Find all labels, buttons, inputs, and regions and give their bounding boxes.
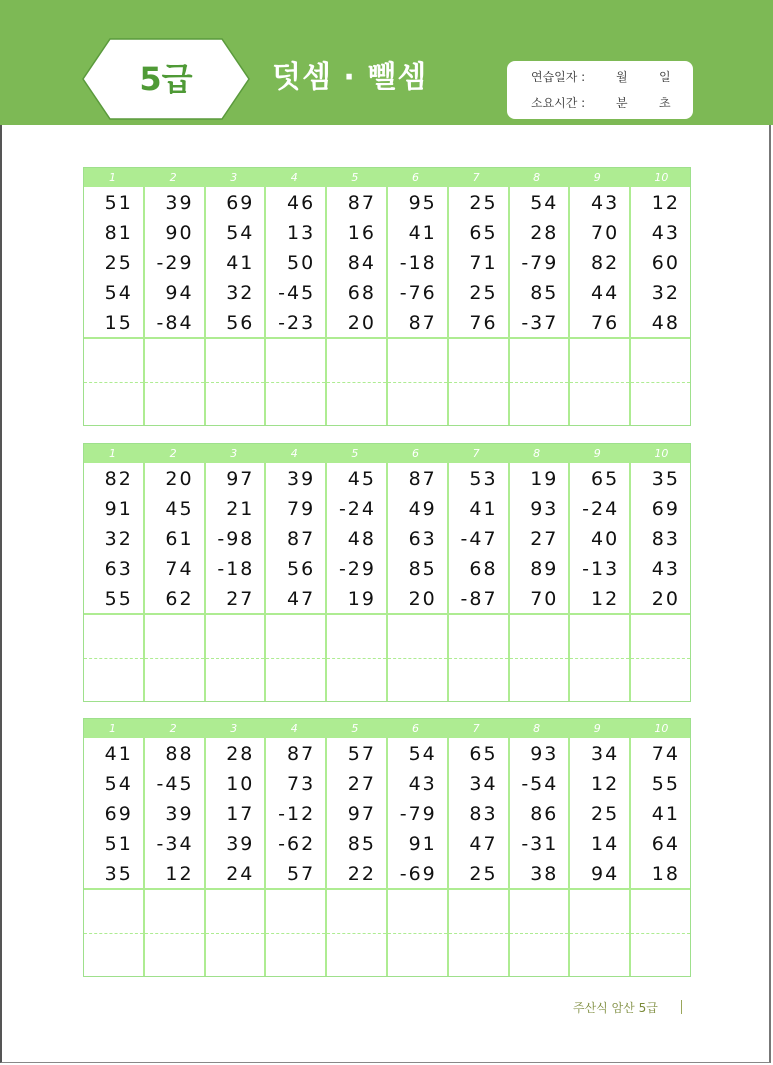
answer-box[interactable] — [145, 615, 206, 701]
problem-number: 82 — [104, 468, 133, 490]
answer-guide-line — [510, 382, 569, 383]
answer-box[interactable] — [570, 890, 631, 976]
column-number: 5 — [351, 447, 359, 460]
problem-number: 47 — [469, 833, 498, 855]
column-number: 4 — [290, 171, 298, 184]
problem-number: 12 — [165, 863, 194, 885]
problem-column — [631, 463, 690, 613]
problem-number: 27 — [530, 528, 559, 550]
problem-column — [449, 463, 510, 613]
problem-column — [266, 463, 327, 613]
problem-number: -54 — [521, 773, 559, 795]
column-number: 5 — [351, 171, 359, 184]
answer-guide-line — [84, 933, 143, 934]
problem-number: 13 — [287, 222, 316, 244]
answer-box[interactable] — [388, 615, 449, 701]
answer-guide-line — [570, 382, 629, 383]
problem-number: 28 — [226, 743, 255, 765]
footer-divider — [681, 1000, 682, 1014]
problem-column — [327, 187, 388, 337]
answer-guide-line — [631, 382, 690, 383]
problem-number: 63 — [104, 558, 133, 580]
answer-guide-line — [206, 382, 265, 383]
answer-box[interactable] — [510, 615, 571, 701]
problem-grid — [83, 167, 691, 426]
problem-number: 93 — [530, 498, 559, 520]
problem-number: -18 — [399, 252, 437, 274]
problem-number: 39 — [165, 192, 194, 214]
problem-number: -29 — [156, 252, 194, 274]
problem-column — [570, 738, 631, 888]
problem-column — [206, 187, 267, 337]
answer-guide-line — [206, 933, 265, 934]
problem-column — [510, 738, 571, 888]
answer-area — [84, 890, 690, 976]
problem-number: 68 — [469, 558, 498, 580]
problem-column — [84, 738, 145, 888]
column-number: 2 — [169, 171, 177, 184]
problem-numbers — [84, 738, 690, 890]
problem-number: 41 — [651, 803, 680, 825]
problem-number: 73 — [287, 773, 316, 795]
answer-guide-line — [84, 658, 143, 659]
problem-column — [510, 187, 571, 337]
problem-number: 32 — [226, 282, 255, 304]
answer-guide-line — [388, 382, 447, 383]
problem-column — [388, 738, 449, 888]
problem-number: 25 — [469, 863, 498, 885]
answer-guide-line — [570, 658, 629, 659]
problem-number: 63 — [408, 528, 437, 550]
problem-number: 84 — [347, 252, 376, 274]
problem-number: -45 — [156, 773, 194, 795]
column-number: 8 — [533, 447, 541, 460]
level-badge — [82, 38, 250, 120]
answer-guide-line — [327, 382, 386, 383]
problem-number: 90 — [165, 222, 194, 244]
problem-number: -69 — [399, 863, 437, 885]
problem-number: 70 — [530, 588, 559, 610]
column-number: 10 — [654, 447, 669, 460]
problem-number: 57 — [347, 743, 376, 765]
problem-number: 57 — [287, 863, 316, 885]
problem-number: 34 — [469, 773, 498, 795]
problem-number: -79 — [521, 252, 559, 274]
column-number: 10 — [654, 722, 669, 735]
answer-box[interactable] — [266, 615, 327, 701]
problem-number: 89 — [530, 558, 559, 580]
header-banner — [0, 0, 773, 125]
problem-number: 91 — [408, 833, 437, 855]
problem-number: 25 — [590, 803, 620, 825]
answer-box[interactable] — [84, 339, 145, 425]
column-number: 1 — [109, 171, 116, 184]
problem-number: 17 — [226, 803, 255, 825]
answer-box[interactable] — [206, 890, 267, 976]
problem-number: 10 — [226, 773, 255, 795]
problem-number: 43 — [590, 192, 620, 214]
problem-number: 35 — [104, 863, 133, 885]
column-number: 9 — [593, 447, 601, 460]
problem-number: 54 — [226, 222, 255, 244]
column-number: 2 — [169, 447, 177, 460]
problem-number: -13 — [582, 558, 620, 580]
answer-guide-line — [266, 933, 325, 934]
page-title: 덧셈 · 뺄셈 — [272, 60, 428, 95]
problem-column — [145, 187, 206, 337]
problem-number: -76 — [399, 282, 437, 304]
problem-number: 47 — [287, 588, 316, 610]
problem-column — [510, 463, 571, 613]
problem-number: 27 — [347, 773, 376, 795]
answer-guide-line — [84, 382, 143, 383]
problem-number: 20 — [165, 468, 194, 490]
problem-column — [631, 187, 690, 337]
answer-box[interactable] — [449, 615, 510, 701]
column-number: 5 — [351, 722, 359, 735]
problem-number: 12 — [590, 588, 620, 610]
answer-box[interactable] — [206, 615, 267, 701]
answer-box[interactable] — [266, 339, 327, 425]
problem-number: 55 — [651, 773, 680, 795]
problem-column — [84, 463, 145, 613]
answer-guide-line — [145, 658, 204, 659]
practice-info-box — [507, 61, 693, 119]
problem-column — [327, 463, 388, 613]
problem-number: 87 — [408, 312, 437, 334]
problem-number: 70 — [590, 222, 620, 244]
problem-grid — [83, 718, 691, 977]
problem-number: -23 — [278, 312, 316, 334]
answer-guide-line — [631, 658, 690, 659]
answer-box[interactable] — [145, 339, 206, 425]
answer-box[interactable] — [631, 339, 690, 425]
problem-number: -31 — [521, 833, 559, 855]
problem-number: 83 — [651, 528, 680, 550]
problem-number: -24 — [582, 498, 620, 520]
problem-number: -47 — [460, 528, 498, 550]
problem-number: 38 — [530, 863, 559, 885]
problem-number: 54 — [104, 773, 133, 795]
problem-number: 65 — [469, 743, 498, 765]
problem-number: 21 — [226, 498, 255, 520]
problem-number: 65 — [469, 222, 498, 244]
column-number: 7 — [472, 447, 480, 460]
problem-column — [84, 187, 145, 337]
problem-number: 18 — [651, 863, 680, 885]
level-label: 5급 — [139, 60, 193, 98]
grid-header — [84, 168, 690, 187]
problem-number: 81 — [104, 222, 133, 244]
answer-guide-line — [327, 933, 386, 934]
column-number: 10 — [654, 171, 669, 184]
problem-number: 14 — [590, 833, 620, 855]
problem-number: 82 — [590, 252, 620, 274]
problem-numbers — [84, 463, 690, 615]
problem-number: 19 — [530, 468, 559, 490]
answer-guide-line — [388, 658, 447, 659]
practice-date-label: 연습일자 : — [531, 70, 586, 84]
answer-guide-line — [510, 658, 569, 659]
grid-header — [84, 719, 690, 738]
problem-number: 45 — [347, 468, 376, 490]
answer-guide-line — [388, 933, 447, 934]
column-number: 4 — [290, 447, 298, 460]
problem-column — [206, 738, 267, 888]
problem-number: 20 — [651, 588, 680, 610]
problem-column — [206, 463, 267, 613]
answer-box[interactable] — [510, 339, 571, 425]
answer-guide-line — [327, 658, 386, 659]
problem-number: 50 — [287, 252, 316, 274]
problem-number: 22 — [347, 863, 376, 885]
minute-unit: 분 — [616, 96, 628, 110]
problem-number: 87 — [347, 192, 376, 214]
answer-guide-line — [631, 933, 690, 934]
problem-number: 45 — [165, 498, 194, 520]
answer-guide-line — [206, 658, 265, 659]
answer-box[interactable] — [145, 890, 206, 976]
problem-number: -37 — [521, 312, 559, 334]
problem-number: 25 — [469, 282, 498, 304]
problem-numbers — [84, 187, 690, 339]
answer-box[interactable] — [449, 339, 510, 425]
problem-number: -29 — [338, 558, 376, 580]
problem-number: 41 — [226, 252, 255, 274]
practice-date-row — [507, 66, 693, 88]
problem-number: 64 — [651, 833, 680, 855]
problem-column — [449, 738, 510, 888]
problem-number: 93 — [530, 743, 559, 765]
problem-grid — [83, 443, 691, 702]
problem-number: 54 — [530, 192, 559, 214]
problem-number: 56 — [287, 558, 316, 580]
column-number: 9 — [593, 171, 601, 184]
column-number: 3 — [230, 447, 238, 460]
column-number: 6 — [411, 722, 419, 735]
problem-number: -98 — [217, 528, 255, 550]
time-label: 소요시간 : — [531, 96, 586, 110]
problem-number: 94 — [590, 863, 620, 885]
problem-column — [266, 187, 327, 337]
problem-number: 15 — [104, 312, 133, 334]
problem-column — [388, 187, 449, 337]
problem-number: 39 — [226, 833, 255, 855]
problem-number: -87 — [460, 588, 498, 610]
problem-number: 88 — [165, 743, 194, 765]
problem-column — [570, 463, 631, 613]
problem-number: 74 — [651, 743, 680, 765]
problem-number: 65 — [590, 468, 620, 490]
problem-number: 54 — [408, 743, 437, 765]
column-number: 2 — [169, 722, 177, 735]
problem-number: 24 — [226, 863, 255, 885]
problem-column — [388, 463, 449, 613]
column-number: 6 — [411, 171, 419, 184]
problem-number: 51 — [104, 192, 133, 214]
problem-number: 85 — [347, 833, 376, 855]
answer-box[interactable] — [206, 339, 267, 425]
answer-box[interactable] — [84, 890, 145, 976]
column-number: 3 — [230, 171, 238, 184]
problem-column — [449, 187, 510, 337]
problem-number: -45 — [278, 282, 316, 304]
column-number: 8 — [533, 722, 541, 735]
answer-box[interactable] — [631, 615, 690, 701]
problem-number: 79 — [287, 498, 316, 520]
answer-box[interactable] — [449, 890, 510, 976]
answer-box[interactable] — [327, 890, 388, 976]
problem-number: 85 — [530, 282, 559, 304]
problem-number: 97 — [347, 803, 376, 825]
problem-number: 69 — [651, 498, 680, 520]
problem-number: 19 — [347, 588, 376, 610]
footer-text: 주산식 암산 5급 — [573, 1001, 658, 1015]
answer-guide-line — [570, 933, 629, 934]
second-unit: 초 — [659, 96, 671, 110]
problem-number: 43 — [651, 222, 680, 244]
answer-area — [84, 339, 690, 425]
problem-number: 32 — [651, 282, 680, 304]
problem-number: 86 — [530, 803, 559, 825]
problem-number: 87 — [287, 743, 316, 765]
problem-number: 20 — [347, 312, 376, 334]
grid-header — [84, 444, 690, 463]
problem-number: 48 — [651, 312, 680, 334]
problem-number: -62 — [278, 833, 316, 855]
problem-number: 28 — [530, 222, 559, 244]
answer-box[interactable] — [510, 890, 571, 976]
problem-number: 43 — [408, 773, 437, 795]
problem-number: 20 — [408, 588, 437, 610]
problem-number: 43 — [651, 558, 680, 580]
answer-box[interactable] — [84, 615, 145, 701]
problem-number: 55 — [104, 588, 133, 610]
problem-number: 39 — [165, 803, 194, 825]
column-number: 7 — [472, 722, 480, 735]
problem-number: 56 — [226, 312, 255, 334]
problem-number: 25 — [104, 252, 133, 274]
problem-number: 35 — [651, 468, 680, 490]
problem-number: 74 — [165, 558, 194, 580]
column-number: 7 — [472, 171, 480, 184]
answer-guide-line — [449, 382, 508, 383]
problem-number: 76 — [469, 312, 498, 334]
problem-number: 34 — [590, 743, 620, 765]
problem-number: 48 — [347, 528, 376, 550]
problem-number: 16 — [347, 222, 376, 244]
problem-number: 54 — [104, 282, 133, 304]
problem-number: 44 — [590, 282, 620, 304]
column-number: 6 — [411, 447, 419, 460]
problem-column — [570, 187, 631, 337]
problem-number: 39 — [287, 468, 316, 490]
problem-column — [266, 738, 327, 888]
problem-number: 46 — [287, 192, 316, 214]
problem-number: -84 — [156, 312, 194, 334]
answer-area — [84, 615, 690, 701]
problem-number: 95 — [408, 192, 437, 214]
answer-box[interactable] — [266, 890, 327, 976]
answer-guide-line — [449, 658, 508, 659]
problem-number: 91 — [104, 498, 133, 520]
column-number: 9 — [593, 722, 601, 735]
problem-number: 49 — [408, 498, 437, 520]
answer-box[interactable] — [327, 615, 388, 701]
problem-number: 40 — [590, 528, 620, 550]
answer-guide-line — [145, 382, 204, 383]
problem-number: 41 — [469, 498, 498, 520]
problem-number: -34 — [156, 833, 194, 855]
problem-number: 83 — [469, 803, 498, 825]
problem-number: -24 — [338, 498, 376, 520]
problem-number: 85 — [408, 558, 437, 580]
problem-number: 41 — [408, 222, 437, 244]
problem-number: 53 — [469, 468, 498, 490]
answer-box[interactable] — [631, 890, 690, 976]
column-number: 8 — [533, 171, 541, 184]
problem-number: 62 — [165, 588, 194, 610]
problem-column — [145, 738, 206, 888]
answer-box[interactable] — [570, 339, 631, 425]
problem-number: -12 — [278, 803, 316, 825]
problem-number: 12 — [651, 192, 680, 214]
problem-number: 60 — [651, 252, 680, 274]
problem-number: 87 — [287, 528, 316, 550]
answer-guide-line — [145, 933, 204, 934]
problem-number: 87 — [408, 468, 437, 490]
problem-column — [327, 738, 388, 888]
problem-number: 27 — [226, 588, 255, 610]
column-number: 1 — [109, 722, 116, 735]
problem-column — [631, 738, 690, 888]
problem-number: 68 — [347, 282, 376, 304]
problem-number: 94 — [165, 282, 194, 304]
problem-number: 71 — [469, 252, 498, 274]
answer-box[interactable] — [327, 339, 388, 425]
problem-number: 51 — [104, 833, 133, 855]
answer-guide-line — [266, 658, 325, 659]
problem-number: 69 — [104, 803, 133, 825]
problem-number: 69 — [226, 192, 255, 214]
column-number: 1 — [109, 447, 116, 460]
answer-box[interactable] — [388, 339, 449, 425]
problem-number: 25 — [469, 192, 498, 214]
answer-guide-line — [510, 933, 569, 934]
answer-guide-line — [449, 933, 508, 934]
problem-column — [145, 463, 206, 613]
column-number: 3 — [230, 722, 238, 735]
answer-box[interactable] — [388, 890, 449, 976]
time-row — [507, 92, 693, 114]
column-number: 4 — [290, 722, 298, 735]
problem-number: 76 — [590, 312, 620, 334]
problem-number: 61 — [165, 528, 194, 550]
answer-box[interactable] — [570, 615, 631, 701]
problem-number: 12 — [590, 773, 620, 795]
problem-number: -79 — [399, 803, 437, 825]
problem-number: 41 — [104, 743, 133, 765]
day-unit: 일 — [659, 70, 671, 84]
answer-guide-line — [266, 382, 325, 383]
month-unit: 월 — [616, 70, 628, 84]
problem-number: -18 — [217, 558, 255, 580]
problem-number: 32 — [104, 528, 133, 550]
problem-number: 97 — [226, 468, 255, 490]
